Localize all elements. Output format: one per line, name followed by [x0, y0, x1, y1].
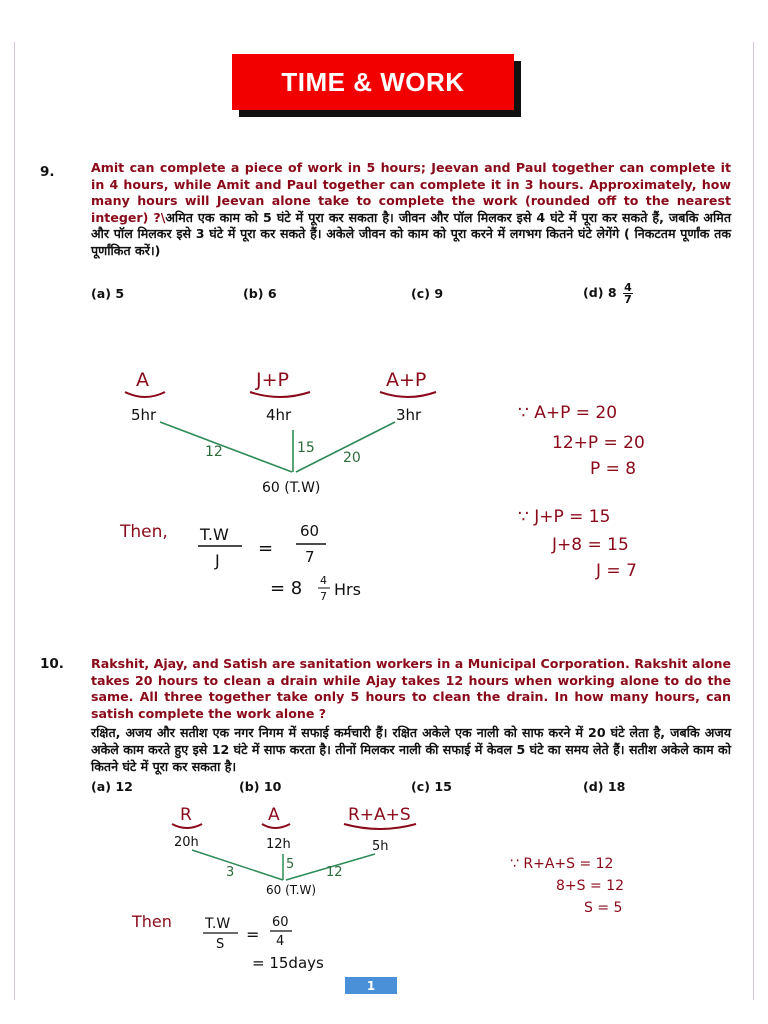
calc2-line2: J+8 = 15	[552, 535, 629, 555]
result: = 15days	[252, 954, 324, 972]
lhs-num: T.W	[200, 525, 229, 544]
lhs-num: T.W	[205, 916, 231, 932]
option-c: (c) 9	[411, 286, 444, 301]
title-banner	[232, 54, 514, 110]
eff-a: 12	[205, 444, 223, 460]
question-number: 10.	[40, 656, 64, 672]
rhs-den: 4	[276, 934, 285, 949]
question-text-english: Rakshit, Ajay, and Satish are sanitation workers in a Municipal Corporation. Rakshit alone takes 20 hours to clean a drain while Ajay takes 12 hours when working alone to do the same. All three together take only 5 hours to clean the drain. In how many hours, can satish complete the work alone ?	[91, 656, 731, 721]
result-den: 7	[320, 590, 327, 603]
label-ap: A+P	[386, 369, 427, 391]
label-jp: J+P	[256, 369, 289, 391]
time-ras: 5h	[372, 839, 389, 854]
rhs-num: 60	[272, 915, 289, 930]
calc2-line3: J = 7	[596, 561, 637, 581]
options	[91, 281, 731, 310]
eff-r: 3	[226, 865, 235, 880]
label-ras: R+A+S	[348, 805, 411, 825]
eff-ap: 20	[343, 450, 361, 466]
calc-line1: ∵ R+A+S = 12	[510, 856, 614, 872]
option-c: (c) 15	[411, 779, 452, 794]
rhs-num: 60	[300, 522, 320, 540]
option-d-fraction: $\frac{4}{7}$	[624, 281, 632, 306]
label-r: R	[180, 805, 192, 825]
question-number: 9.	[40, 164, 55, 180]
question-text-hindi: रक्षित, अजय और सतीश एक नगर निगम में सफाई कर्मचारी हैं। रक्षित अकेले एक नाली को साफ करने में 20 घंटे लेता है, जबकि अजय अकेले काम करते हुए इसे 12 घंटे में साफ करता है। तीनों मिलकर नाली की सफाई में केवल 5 घंटे का समय लेते हैं। सतीश अकेले काम को कितने घंटे में पूरा कर सकता है।	[91, 725, 731, 774]
question-text-english: Amit can complete a piece of work in 5 hours; Jeevan and Paul together can complete it in 4 hours, while Amit and Paul together can complete it in 3 hours. Approximately, how many hours will Jeevan alone take to complete the work (rounded off to the nearest integer) ?\अमित एक काम को 5 घंटे में पूरा कर सकता है। जीवन और पॉल मिलकर इसे 4 घंटे में पूरा कर सकते हैं, जबकि अमित और पॉल मिलकर इसे 3 घंटे में पूरा कर सकते हैं। अकेले जीवन को काम को पूरा करने में लगभग कितने घंटे लेगेंगे ( निकटतम पूर्णांक तक पूर्णांकित करें।)	[91, 160, 731, 258]
lhs-den: S	[216, 937, 225, 952]
calc1-line3: P = 8	[590, 459, 637, 479]
solution-9-diagram	[0, 340, 768, 640]
lhs-den: J	[215, 551, 220, 570]
result-num: 4	[320, 574, 327, 587]
label-a: A	[268, 805, 280, 825]
eff-ras: 12	[326, 865, 343, 880]
option-b: (b) 6	[243, 286, 277, 301]
option-a: (a) 12	[91, 779, 133, 794]
calc1-line2: 12+P = 20	[552, 433, 645, 453]
then-label: Then,	[120, 522, 168, 542]
solution-10-diagram	[0, 796, 768, 976]
label-a: A	[136, 369, 149, 391]
time-r: 20h	[174, 835, 199, 850]
page-title: TIME & WORK	[281, 66, 465, 97]
calc-line3: S = 5	[584, 900, 623, 916]
option-d: (d) 8 $\frac{4}{7}$	[583, 281, 632, 306]
calc-line2: 8+S = 12	[556, 878, 624, 894]
option-b: (b) 10	[239, 779, 282, 794]
svg-text:=: =	[246, 925, 260, 944]
result-unit: Hrs	[334, 580, 361, 599]
total-work: 60 (T.W)	[266, 883, 317, 897]
calc1-line1: ∵ A+P = 20	[518, 403, 618, 423]
result: = 8	[270, 578, 303, 599]
eff-jp: 15	[297, 440, 315, 456]
page-number: 1	[345, 977, 397, 994]
option-d: (d) 18	[583, 779, 626, 794]
calc2-line1: ∵ J+P = 15	[518, 507, 611, 527]
time-jp: 4hr	[266, 406, 292, 424]
rhs-den: 7	[305, 548, 315, 566]
time-a: 5hr	[131, 406, 157, 424]
then-label: Then	[132, 912, 172, 931]
eff-a: 5	[286, 857, 295, 872]
total-work: 60 (T.W)	[262, 480, 321, 496]
time-a: 12h	[266, 837, 291, 852]
option-a: (a) 5	[91, 286, 125, 301]
svg-text:=: =	[258, 538, 274, 559]
time-ap: 3hr	[396, 406, 422, 424]
question-text-hindi: अमित एक काम को 5 घंटे में पूरा कर सकता है। जीवन और पॉल मिलकर इसे 4 घंटे में पूरा कर सकते हैं, जबकि अमित और पॉल मिलकर इसे 3 घंटे में पूरा कर सकते हैं। अकेले जीवन को काम को पूरा करने में लगभग कितने घंटे लेगेंगे ( निकटतम पूर्णांक तक पूर्णांकित करें।)	[91, 209, 731, 258]
